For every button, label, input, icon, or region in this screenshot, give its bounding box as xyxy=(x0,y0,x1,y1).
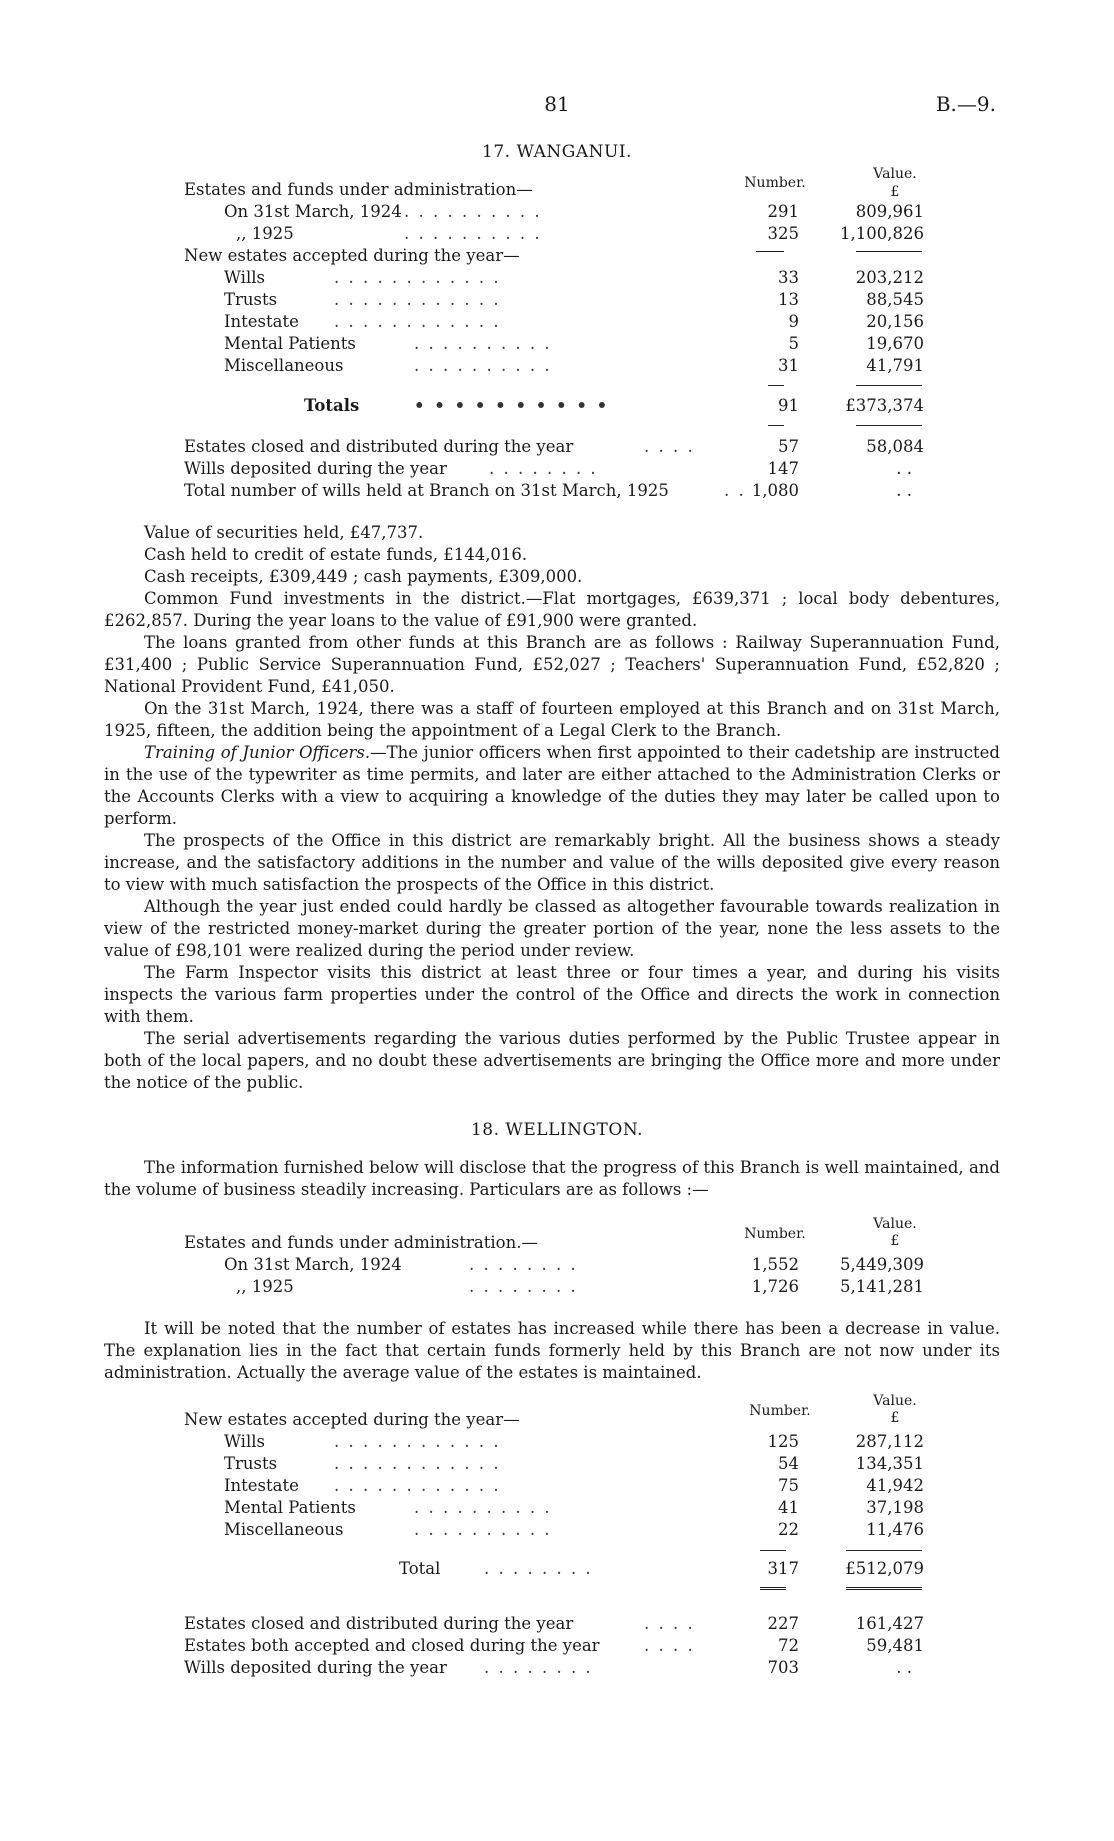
table-row: Intestate . . . . . . . . . . . . 75 41,942 xyxy=(224,1476,924,1495)
rule xyxy=(856,385,922,386)
col-header-value: Value. xyxy=(873,1393,917,1409)
table-row: Trusts . . . . . . . . . . . . 54 134,351 xyxy=(224,1454,924,1473)
rule xyxy=(846,1550,922,1551)
table-row: Miscellaneous . . . . . . . . . . 31 41,791 xyxy=(224,356,924,375)
table-row: ,, 1925 . . . . . . . . . . 325 1,100,826 xyxy=(236,224,924,243)
table-row: Wills . . . . . . . . . . . . 125 287,112 xyxy=(224,1432,924,1451)
table-row: Estates closed and distributed during the year . . . . 57 58,084 xyxy=(184,437,924,456)
table-row: Trusts . . . . . . . . . . . . 13 88,545 xyxy=(224,290,924,309)
paragraph: It will be noted that the number of estates has increased while there has been a decrease in value. The explanation lies in the fact that certain funds formerly held by this Branch are not now under its administration. Actually the average value of the estates is maintained. xyxy=(104,1319,1000,1382)
table-row: On 31st March, 1924 . . . . . . . . 1,552 5,449,309 xyxy=(224,1255,924,1274)
col-header-value-unit: £ xyxy=(890,1410,900,1426)
paragraph: Cash held to credit of estate funds, £144,016. xyxy=(144,545,528,564)
table-row: Estates closed and distributed during the year . . . . 227 161,427 xyxy=(184,1614,924,1633)
col-header-value-unit: £ xyxy=(890,184,900,200)
paragraph: On the 31st March, 1924, there was a staff of fourteen employed at this Branch and on 31st March, 1925, fifteen, the addition being the appointment of a Legal Clerk to the Branch. xyxy=(104,699,1000,740)
wellington-intro xyxy=(104,1157,1000,1201)
wanganui-narrative xyxy=(104,522,1000,1094)
table-row: Total number of wills held at Branch on 31st March, 1925 . . 1,080 . . xyxy=(184,481,912,500)
table-row: On 31st March, 1924 . . . . . . . . . . 291 809,961 xyxy=(224,202,924,221)
paragraph: The serial advertisements regarding the various duties performed by the Public Trustee appear in both of the local papers, and no doubt these advertisements are bringing the Office more and more under the notice of the public. xyxy=(104,1029,1000,1092)
col-header-number: Number. xyxy=(749,1403,811,1419)
col-header-number: Number. xyxy=(744,1226,806,1242)
table-row: Wills . . . . . . . . . . . . 33 203,212 xyxy=(224,268,924,287)
page-reference: B.—9. xyxy=(935,92,996,116)
rule xyxy=(760,1550,786,1551)
col-header-value: Value. xyxy=(873,1216,917,1232)
table-row: Intestate . . . . . . . . . . . . 9 20,156 xyxy=(224,312,924,331)
admin-label: Estates and funds under administration— xyxy=(184,180,533,199)
table-row: ,, 1925 . . . . . . . . 1,726 5,141,281 xyxy=(236,1277,924,1296)
admin-label: Estates and funds under administration.— xyxy=(184,1233,538,1252)
rule xyxy=(846,1587,922,1590)
col-header-value-unit: £ xyxy=(890,1233,900,1249)
col-header-value: Value. xyxy=(873,166,917,182)
training-heading: Training of Junior Officers. xyxy=(144,743,371,762)
paragraph: The loans granted from other funds at this Branch are as follows : Railway Superannuation Fund, £31,400 ; Public Service Superannuation Fund, £52,027 ; Teachers' Superannuation Fund, £52,820 ; National Provident Fund, £41,050. xyxy=(104,633,1000,696)
total-row: Total . . . . . . . . 317 £512,079 xyxy=(399,1559,924,1578)
paragraph: Cash receipts, £309,449 ; cash payments, £309,000. xyxy=(144,567,583,586)
training-text: —The junior officers when first appointed to their cadetship are instructed in the use of the typewriter as time permits, and later are either attached to the Administration Clerks or the Accounts Clerks with a view to acquiring a knowledge of the duties they may later be called upon to perform. xyxy=(104,743,1000,828)
totals-row: Totals • • • • • • • • • • 91 £373,374 xyxy=(304,396,924,415)
rule xyxy=(768,385,784,386)
page-number: 81 xyxy=(544,92,570,116)
rule xyxy=(760,1587,786,1590)
section-title-wellington: 18. WELLINGTON. xyxy=(470,1120,644,1140)
paragraph: The information furnished below will disclose that the progress of this Branch is well maintained, and the volume of business steadily increasing. Particulars are as follows :— xyxy=(104,1158,1000,1199)
table-row: Wills deposited during the year . . . . . . . . 147 . . xyxy=(184,459,912,478)
rule xyxy=(768,425,784,426)
col-header-number: Number. xyxy=(744,175,806,191)
paragraph: Common Fund investments in the district.—Flat mortgages, £639,371 ; local body debentures, £262,857. During the year loans to the value of £91,900 were granted. xyxy=(104,589,1000,630)
wellington-note xyxy=(104,1318,1000,1384)
table-row: Wills deposited during the year . . . . . . . . 703 . . xyxy=(184,1658,912,1677)
paragraph: The Farm Inspector visits this district at least three or four times a year, and during his visits inspects the various farm properties under the control of the Office and directs the work in connection with them. xyxy=(104,963,1000,1026)
new-estates-label: New estates accepted during the year— xyxy=(184,1410,520,1429)
table-row: Mental Patients . . . . . . . . . . 5 19,670 xyxy=(224,334,924,353)
section-title-wanganui: 17. WANGANUI. xyxy=(482,142,632,162)
table-row: Miscellaneous . . . . . . . . . . 22 11,476 xyxy=(224,1520,924,1539)
paragraph: Value of securities held, £47,737. xyxy=(144,523,424,542)
new-estates-label: New estates accepted during the year— xyxy=(184,246,520,265)
paragraph: The prospects of the Office in this district are remarkably bright. All the business shows a steady increase, and the satisfactory additions in the number and value of the wills deposited give every reason to view with much satisfaction the prospects of the Office in this district. xyxy=(104,831,1000,894)
table-row: Mental Patients . . . . . . . . . . 41 37,198 xyxy=(224,1498,924,1517)
paragraph: Although the year just ended could hardly be classed as altogether favourable towards realization in view of the restricted money-market during the greater portion of the year, none the less assets to the value of £98,101 were realized during the period under review. xyxy=(104,897,1000,960)
paragraph xyxy=(104,742,1000,830)
table-row: Estates both accepted and closed during the year . . . . 72 59,481 xyxy=(184,1636,924,1655)
rule xyxy=(856,425,922,426)
